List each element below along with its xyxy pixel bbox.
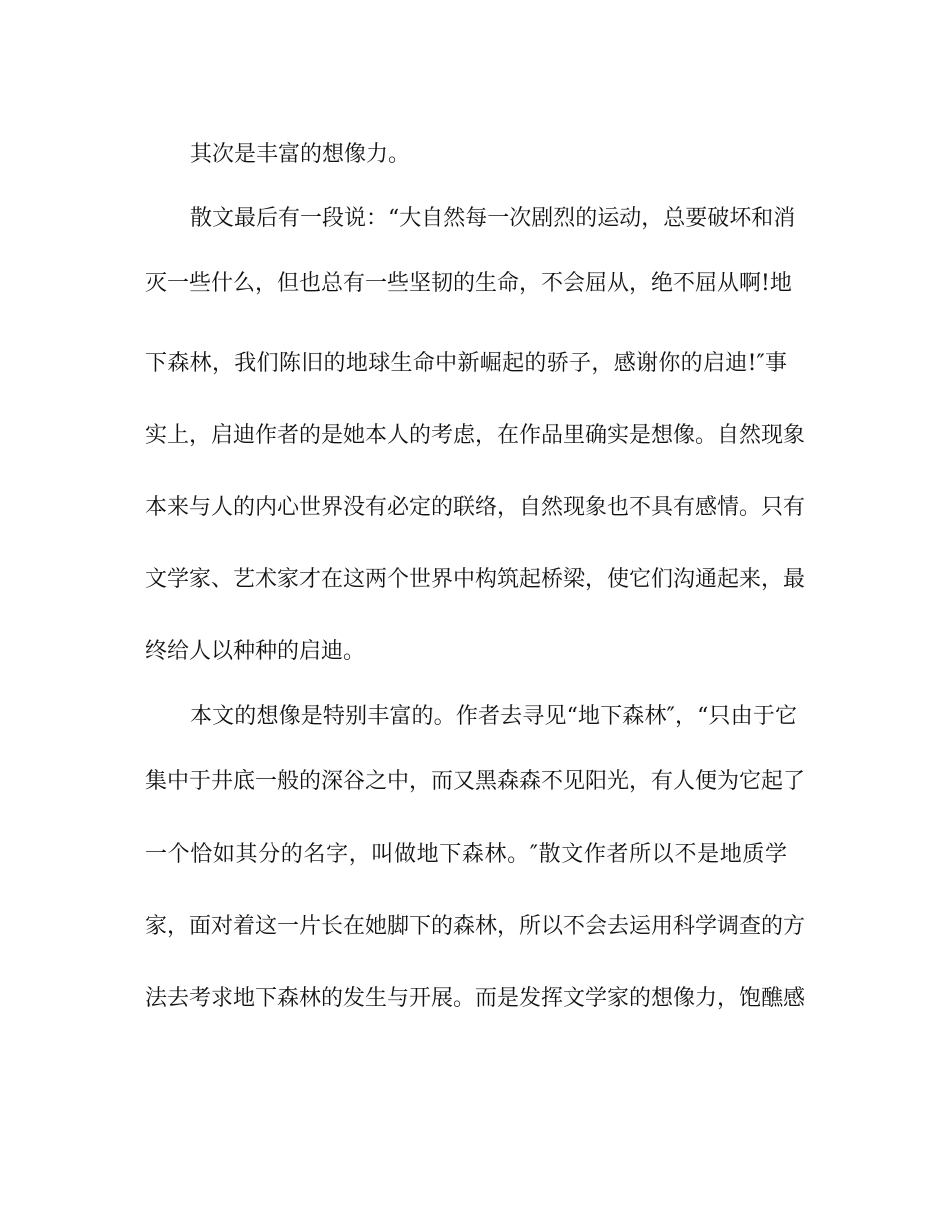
paragraph-line: 其次是丰富的想像力。 <box>190 142 411 167</box>
paragraph-line: 集中于井底一般的深谷之中，而又黑森森不见阳光，有人便为它起了 <box>145 769 806 794</box>
paragraph-line: 散文最后有一段说：“大自然每一次剧烈的运动，总要破坏和消 <box>190 206 796 231</box>
paragraph-line: 本文的想像是特别丰富的。作者去寻见“地下森林″，“只由于它 <box>190 704 797 729</box>
paragraph-line: 本来与人的内心世界没有必定的联络，自然现象也不具有感情。只有 <box>145 495 806 520</box>
paragraph-line: 实上，启迪作者的是她本人的考虑，在作品里确实是想像。自然现象 <box>145 423 806 448</box>
paragraph-line: 终给人以种种的启迪。 <box>145 639 366 664</box>
paragraph-line: 家，面对着这一片长在她脚下的森林，所以不会去运用科学调查的方 <box>145 914 806 939</box>
paragraph-line: 文学家、艺术家才在这两个世界中构筑起桥梁，使它们沟通起来，最 <box>145 567 806 592</box>
paragraph-line: 下森林，我们陈旧的地球生命中新崛起的骄子，感谢你的启迪!″事 <box>145 351 787 376</box>
paragraph-line: 一个恰如其分的名字，叫做地下森林。″散文作者所以不是地质学 <box>145 842 787 867</box>
paragraph-line: 灭一些什么，但也总有一些坚韧的生命，不会屈从，绝不屈从啊!地 <box>145 271 792 296</box>
paragraph-line: 法去考求地下森林的发生与开展。而是发挥文学家的想像力，饱醮感 <box>145 986 806 1011</box>
